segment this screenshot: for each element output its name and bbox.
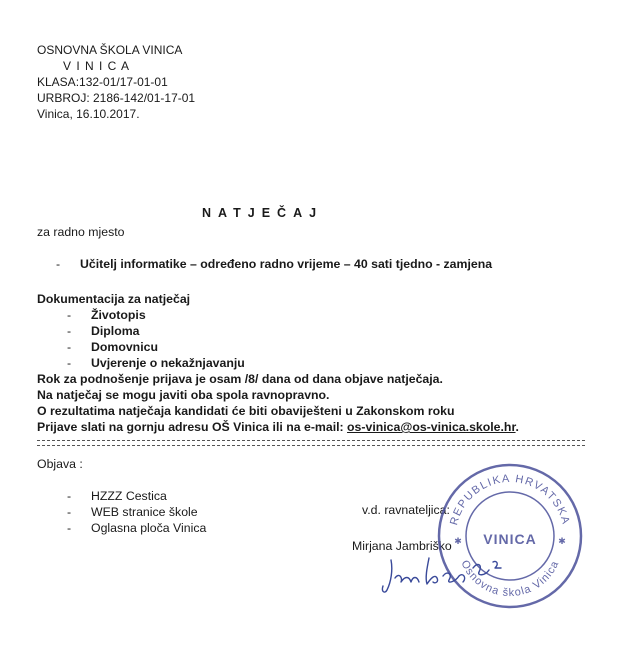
list-dash: -	[67, 308, 72, 322]
list-dash: -	[67, 489, 72, 503]
documentation-item: Domovnicu	[91, 340, 158, 354]
list-dash: -	[67, 324, 72, 338]
position-item	[56, 256, 60, 272]
list-dash: -	[67, 340, 72, 354]
email-link[interactable]: os-vinica@os-vinica.skole.hr	[347, 420, 516, 434]
stamp-top-text: REPUBLIKA HRVATSKA	[448, 472, 572, 527]
stamp-star-icon: ✱	[454, 536, 462, 546]
list-dash: -	[67, 505, 72, 519]
publication-item: Oglasna ploča Vinica	[91, 521, 207, 535]
list-dash: -	[67, 521, 72, 535]
list-dash: -	[56, 257, 61, 271]
results-note: O rezultatima natječaja kandidati će biti obaviješteni u Zakonskom roku	[37, 404, 455, 418]
apply-note	[37, 419, 519, 435]
school-town: V I N I C A	[63, 59, 131, 73]
publication-item: HZZZ Cestica	[91, 489, 167, 503]
documentation-heading: Dokumentacija za natječaj	[37, 292, 191, 306]
stamp-bottom-text: Osnovna škola Vinica	[458, 558, 562, 600]
apply-suffix: .	[515, 420, 519, 434]
publication-item: WEB stranice škole	[91, 505, 198, 519]
position-text: Učitelj informatike – određeno radno vrijeme – 40 sati tjedno - zamjena	[80, 257, 493, 271]
list-dash: -	[67, 356, 72, 370]
deadline-note: Rok za podnošenje prijava je osam /8/ dana od dana objave natječaja.	[37, 372, 443, 386]
signature-name: Mirjana Jambriško	[352, 539, 452, 553]
position-intro: za radno mjesto	[37, 225, 125, 239]
apply-prefix: Prijave slati na gornju adresu OŠ Vinica ili na e-mail:	[37, 420, 344, 434]
documentation-item: Uvjerenje o nekažnjavanju	[91, 356, 245, 370]
place-date: Vinica, 16.10.2017.	[37, 107, 140, 121]
separator-rule	[37, 440, 585, 446]
equal-note: Na natječaj se mogu javiti oba spola ravnopravno.	[37, 388, 330, 402]
document-title: NATJEČAJ	[202, 206, 324, 220]
stamp-star-icon: ✱	[558, 536, 566, 546]
publication-heading: Objava :	[37, 457, 83, 471]
klasa: KLASA:132-01/17-01-01	[37, 75, 168, 89]
school-name: OSNOVNA ŠKOLA VINICA	[37, 43, 183, 57]
handwritten-signature	[377, 548, 517, 604]
documentation-item: Diploma	[91, 324, 140, 338]
signature-role: v.d. ravnateljica:	[362, 503, 450, 517]
documentation-item: Životopis	[91, 308, 146, 322]
stamp-center-text: VINICA	[483, 531, 537, 547]
urbroj: URBROJ: 2186-142/01-17-01	[37, 91, 196, 105]
